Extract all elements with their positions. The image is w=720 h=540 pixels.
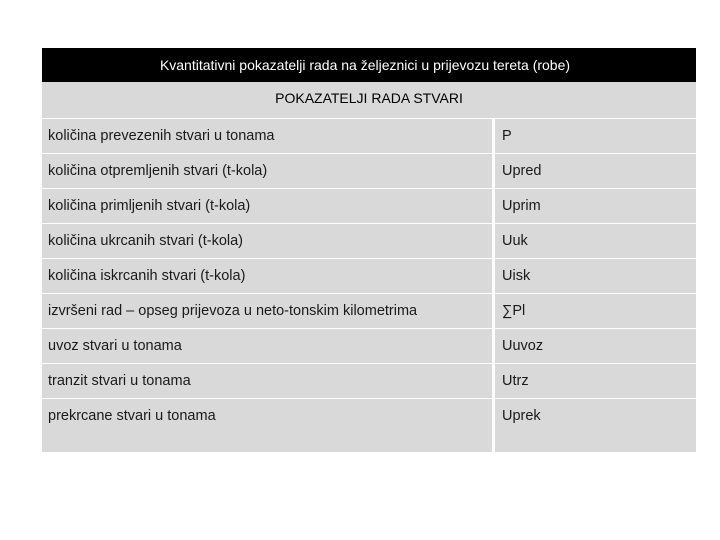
row-symbol: ∑Pl <box>495 294 696 328</box>
row-label: količina otpremljenih stvari (t-kola) <box>42 154 495 188</box>
row-label: količina prevezenih stvari u tonama <box>42 119 495 153</box>
indicators-table <box>42 48 696 453</box>
row-label: uvoz stvari u tonama <box>42 329 495 363</box>
row-symbol: Uprim <box>495 189 696 223</box>
row-label: količina iskrcanih stvari (t-kola) <box>42 259 495 293</box>
table-row <box>42 364 696 399</box>
table-row <box>42 154 696 189</box>
row-symbol: Uuvoz <box>495 329 696 363</box>
row-symbol: P <box>495 119 696 153</box>
row-label: izvršeni rad – opseg prijevoza u neto-tonskim kilometrima <box>42 294 495 328</box>
table-title: Kvantitativni pokazatelji rada na željeznici u prijevozu tereta (robe) <box>42 48 696 82</box>
row-label: prekrcane stvari u tonama <box>42 399 495 452</box>
row-label: tranzit stvari u tonama <box>42 364 495 398</box>
table-row <box>42 189 696 224</box>
table-row <box>42 224 696 259</box>
table-row <box>42 119 696 154</box>
table-subtitle: POKAZATELJI RADA STVARI <box>42 82 696 119</box>
row-label: količina primljenih stvari (t-kola) <box>42 189 495 223</box>
row-symbol: Upred <box>495 154 696 188</box>
table-row <box>42 399 696 453</box>
row-symbol: Uuk <box>495 224 696 258</box>
row-symbol: Utrz <box>495 364 696 398</box>
row-label: količina ukrcanih stvari (t-kola) <box>42 224 495 258</box>
row-symbol: Uprek <box>495 399 696 452</box>
table-row <box>42 259 696 294</box>
table-row <box>42 294 696 329</box>
row-symbol: Uisk <box>495 259 696 293</box>
table-row <box>42 329 696 364</box>
